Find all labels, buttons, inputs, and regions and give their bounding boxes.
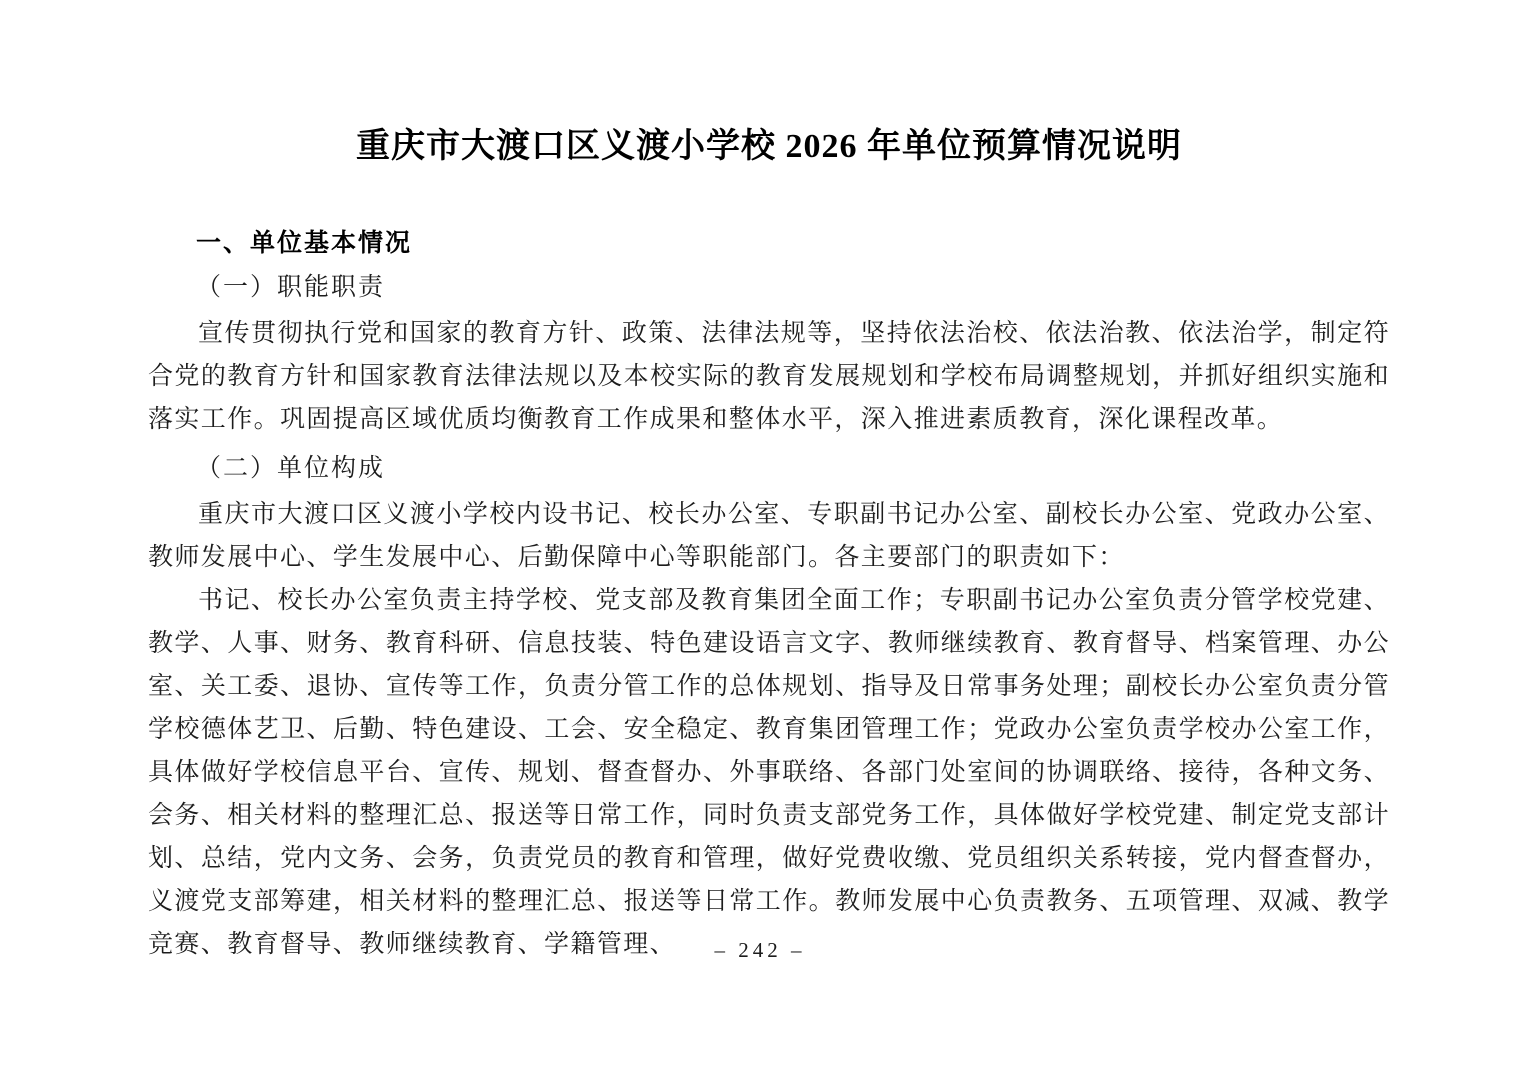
- subsection-heading-unit-composition: （二）单位构成: [196, 455, 386, 482]
- paragraph-department-responsibilities: 书记、校长办公室负责主持学校、党支部及教育集团全面工作；专职副书记办公室负责分管学校党建、教学、人事、财务、教育科研、信息技装、特色建设语言文字、教师继续教育、教育督导、档案管理、办公室、关工委、退协、宣传等工作，负责分管工作的总体规划、指导及日常事务处理；副校长办公室负责分管学校德体艺卫、后勤、特色建设、工会、安全稳定、教育集团管理工作；党政办公室负责学校办公室工作，具体做好学校信息平台、宣传、规划、督查督办、外事联络、各部门处室间的协调联络、接待，各种文务、会务、相关材料的整理汇总、报送等日常工作，同时负责支部党务工作，具体做好学校党建、制定党支部计划、总结，党内文务、会务，负责党员的教育和管理，做好党费收缴、党员组织关系转接，党内督查督办，义渡党支部筹建，相关材料的整理汇总、报送等日常工作。教师发展中心负责教务、五项管理、双减、教学竞赛、教育督导、教师继续教育、学籍管理、: [148, 587, 1390, 958]
- section-heading-unit-basic-info: 一、单位基本情况: [196, 229, 413, 257]
- page-number: – 242 –: [714, 938, 806, 962]
- paragraph-unit-composition-departments: 重庆市大渡口区义渡小学校内设书记、校长办公室、专职副书记办公室、副校长办公室、党政办公室、教师发展中心、学生发展中心、后勤保障中心等职能部门。各主要部门的职责如下：: [148, 501, 1390, 571]
- subsection-heading-functions-duties: （一）职能职责: [196, 274, 386, 301]
- document-body: [148, 224, 1390, 966]
- document-title: 重庆市大渡口区义渡小学校 2026 年单位预算情况说明: [356, 128, 1182, 165]
- paragraph-functions-duties: 宣传贯彻执行党和国家的教育方针、政策、法律法规等，坚持依法治校、依法治教、依法治学，制定符合党的教育方针和国家教育法律法规以及本校实际的教育发展规划和学校布局调整规划，并抓好组织实施和落实工作。巩固提高区域优质均衡教育工作成果和整体水平，深入推进素质教育，深化课程改革。: [148, 320, 1390, 433]
